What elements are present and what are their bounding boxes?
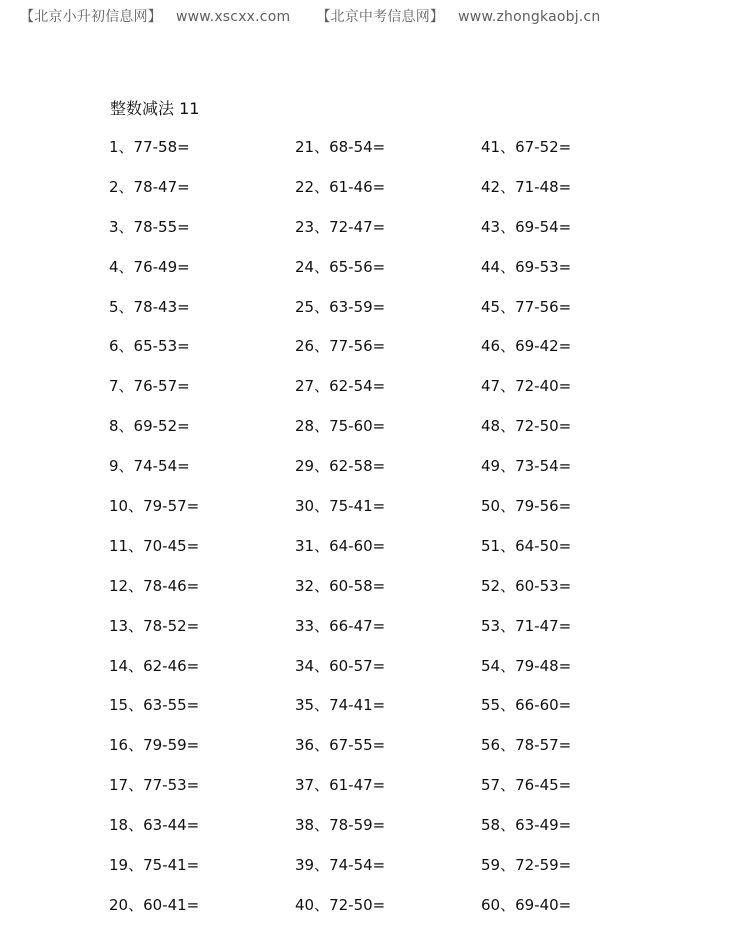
problem-item: 31、64-60=	[295, 536, 386, 555]
problem-item: 23、72-47=	[295, 217, 386, 236]
problem-item: 42、71-48=	[481, 177, 572, 196]
problem-item: 29、62-58=	[295, 457, 386, 476]
problem-item: 15、63-55=	[109, 696, 200, 715]
problem-item: 56、78-57=	[481, 736, 572, 755]
problem-item: 5、78-43=	[109, 297, 190, 316]
problem-item: 4、76-49=	[109, 257, 190, 276]
problem-item: 9、74-54=	[109, 457, 190, 476]
problem-item: 37、61-47=	[295, 776, 386, 795]
problem-item: 30、75-41=	[295, 497, 386, 516]
problem-item: 25、63-59=	[295, 297, 386, 316]
problem-item: 39、74-54=	[295, 856, 386, 875]
problem-item: 26、77-56=	[295, 337, 386, 356]
problem-item: 41、67-52=	[481, 138, 572, 156]
header-site2-name: 【北京中考信息网】	[316, 9, 445, 25]
problem-item: 12、78-46=	[109, 576, 200, 595]
page-header	[20, 6, 747, 26]
problem-item: 6、65-53=	[109, 337, 190, 356]
problem-grid	[109, 137, 689, 935]
problem-item: 43、69-54=	[481, 217, 572, 236]
problem-item: 57、76-45=	[481, 776, 572, 795]
problem-item: 20、60-41=	[109, 895, 200, 914]
problem-item: 55、66-60=	[481, 696, 572, 715]
problem-item: 27、62-54=	[295, 377, 386, 396]
problem-item: 7、76-57=	[109, 377, 190, 396]
problem-item: 44、69-53=	[481, 257, 572, 276]
problem-item: 28、75-60=	[295, 417, 386, 436]
problem-item: 32、60-58=	[295, 576, 386, 595]
problem-item: 60、69-40=	[481, 895, 572, 914]
problem-item: 10、79-57=	[109, 497, 200, 516]
problem-item: 51、64-50=	[481, 536, 572, 555]
problem-item: 11、70-45=	[109, 536, 200, 555]
problem-item: 19、75-41=	[109, 856, 200, 875]
problem-item: 50、79-56=	[481, 497, 572, 516]
problem-item: 38、78-59=	[295, 816, 386, 835]
header-site1-name: 【北京小升初信息网】	[20, 9, 162, 25]
problem-item: 13、78-52=	[109, 616, 200, 635]
problem-item: 40、72-50=	[295, 895, 386, 914]
problem-item: 16、79-59=	[109, 736, 200, 755]
problem-item: 1、77-58=	[109, 138, 190, 156]
problem-item: 24、65-56=	[295, 257, 386, 276]
worksheet-title: 整数减法 11	[110, 99, 200, 118]
problem-item: 22、61-46=	[295, 177, 386, 196]
problem-item: 21、68-54=	[295, 138, 386, 156]
problem-item: 46、69-42=	[481, 337, 572, 356]
problem-item: 53、71-47=	[481, 616, 572, 635]
header-site2-url: www.zhongkaobj.cn	[458, 9, 601, 25]
problem-item: 2、78-47=	[109, 177, 190, 196]
problem-item: 47、72-40=	[481, 377, 572, 396]
problem-item: 52、60-53=	[481, 576, 572, 595]
problem-item: 3、78-55=	[109, 217, 190, 236]
problem-item: 58、63-49=	[481, 816, 572, 835]
problem-item: 8、69-52=	[109, 417, 190, 436]
problem-item: 54、79-48=	[481, 656, 572, 675]
problem-item: 17、77-53=	[109, 776, 200, 795]
problem-item: 18、63-44=	[109, 816, 200, 835]
header-site1-url: www.xscxx.com	[176, 9, 291, 25]
problem-item: 59、72-59=	[481, 856, 572, 875]
problem-item: 34、60-57=	[295, 656, 386, 675]
problem-item: 33、66-47=	[295, 616, 386, 635]
problem-item: 45、77-56=	[481, 297, 572, 316]
problem-item: 49、73-54=	[481, 457, 572, 476]
problem-item: 48、72-50=	[481, 417, 572, 436]
problem-item: 36、67-55=	[295, 736, 386, 755]
problem-item: 35、74-41=	[295, 696, 386, 715]
problem-item: 14、62-46=	[109, 656, 200, 675]
